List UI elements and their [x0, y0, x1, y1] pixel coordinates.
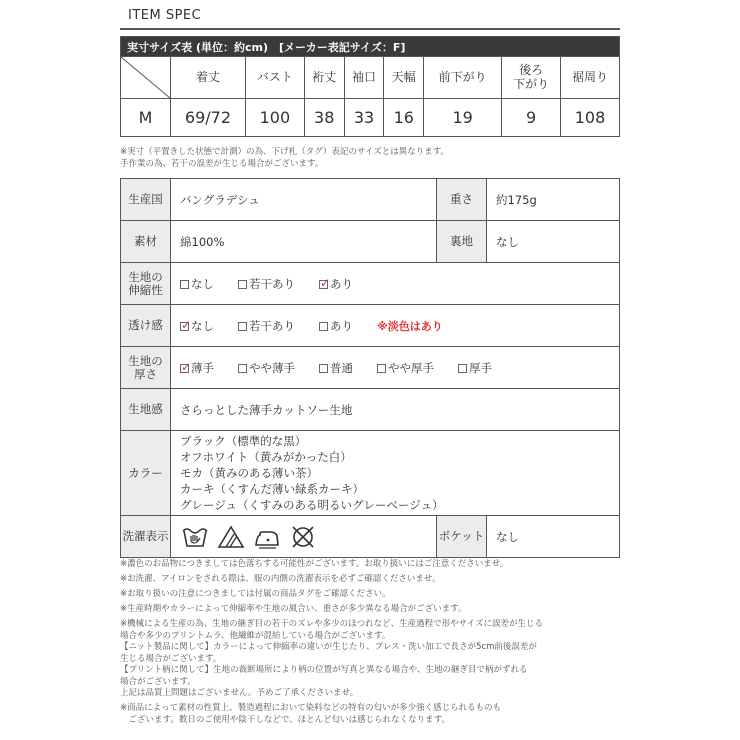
- no-dry-clean-icon: [289, 524, 317, 550]
- lining-value: なし: [487, 221, 620, 263]
- col-bust: バスト: [245, 57, 304, 99]
- thickness-option: [319, 360, 353, 376]
- col-sleeve-length: 裄丈: [304, 57, 344, 99]
- sheer-option: [238, 318, 295, 334]
- spec-row-stretch: [121, 263, 620, 305]
- stretch-option-label: 若干あり: [249, 276, 295, 291]
- checkbox-icon: [238, 364, 247, 373]
- note-line: ※濃色のお品物につきましては色落ちする可能性がございます。お取り扱いにはご注意くださいませ。: [120, 559, 509, 569]
- size-value: 100: [245, 99, 304, 137]
- thickness-option: [377, 360, 434, 376]
- texture-label: 生地感: [121, 389, 171, 431]
- col-front-drop: 前下がり: [424, 57, 502, 99]
- care-notes: [120, 559, 620, 726]
- stretch-option: [238, 276, 295, 292]
- origin-value: バングラデシュ: [171, 179, 437, 221]
- checkmark-icon: ✓: [181, 359, 192, 374]
- sheer-label: 透け感: [121, 305, 171, 347]
- size-table-corner: [121, 57, 171, 99]
- color-item: グレージュ（くすみのある明るいグレーベージュ）: [180, 498, 444, 512]
- spec-header-title: ITEM SPEC: [128, 8, 202, 23]
- checkmark-icon: ✓: [181, 317, 192, 332]
- sheer-option-label: 若干あり: [249, 318, 295, 333]
- col-length: 着丈: [171, 57, 246, 99]
- stretch-options: [171, 263, 620, 305]
- col-back-drop-line: 下がり: [513, 76, 550, 91]
- size-value: 33: [344, 99, 384, 137]
- size-value: 9: [502, 99, 561, 137]
- note-line: 【プリント柄に関して】生地の裁断場所により柄の位置が写真と異なる場合や、生地の継ぎ目で柄がずれる: [120, 665, 528, 675]
- stretch-option: [319, 276, 353, 292]
- thickness-option-label: やや薄手: [249, 360, 295, 375]
- color-item: モカ（黄みのある薄い茶）: [180, 466, 318, 480]
- spec-row-sheer: [121, 305, 620, 347]
- iron-low-icon: [253, 524, 281, 550]
- note-line: 場合がございます。: [120, 676, 196, 687]
- note-line: 上記は品質上問題はございません。予めご了承くださいませ。: [120, 688, 359, 698]
- bleach-icon: [217, 524, 245, 550]
- note-line: 場合や多少のプリントムラ、他繊維が混紡している場合がございます。: [120, 630, 391, 641]
- size-value: 16: [384, 99, 424, 137]
- size-label: M: [121, 99, 171, 137]
- note-line: ※お取り扱いの注意につきましては付属の商品タグをご確認ください。: [120, 589, 391, 599]
- stretch-label-line: 伸縮性: [128, 282, 163, 297]
- col-back-drop-line: 後ろ: [519, 62, 544, 77]
- spec-table: [120, 178, 620, 558]
- size-note-line: ※実寸（平置きした状態で計測）の為、下げ札（タグ）表記のサイズとは異なります。: [120, 147, 450, 157]
- col-back-drop: [502, 57, 561, 99]
- material-label: 素材: [121, 221, 171, 263]
- weight-label: 重さ: [437, 179, 487, 221]
- note-line: ※生産時期やカラーによって伸縮率や生地の風合い、重さが多少異なる場合がございます。: [120, 604, 467, 614]
- size-row-m: [121, 99, 620, 137]
- weight-value: 約175g: [487, 179, 620, 221]
- note-line: 生じる場合がございます。: [120, 653, 222, 664]
- checkbox-icon: [458, 364, 467, 373]
- material-value: 綿100%: [171, 221, 437, 263]
- thickness-option: [458, 360, 492, 376]
- note-line: ※お洗濯、アイロンをされる際は、服の内側の洗濯表示を必ずご確認くださいませ。: [120, 574, 441, 584]
- checkbox-icon: [180, 280, 189, 289]
- stretch-label: [121, 263, 171, 305]
- spec-row-texture: [121, 389, 620, 431]
- size-value: 38: [304, 99, 344, 137]
- stretch-option-label: あり: [330, 276, 353, 291]
- checkbox-icon: [319, 322, 328, 331]
- stretch-label-line: 生地の: [128, 269, 163, 284]
- size-value: 69/72: [171, 99, 246, 137]
- size-value: 19: [424, 99, 502, 137]
- color-item: ブラック（標準的な黒）: [180, 434, 307, 448]
- thickness-label: [121, 347, 171, 389]
- sheer-option-label: なし: [191, 318, 214, 333]
- header-underline: [120, 28, 620, 30]
- checkbox-icon: [180, 359, 192, 374]
- lining-label: 裏地: [437, 221, 487, 263]
- spec-row-origin: [121, 179, 620, 221]
- checkbox-icon: [238, 322, 247, 331]
- thickness-option: [238, 360, 295, 376]
- size-value: 108: [561, 99, 620, 137]
- spec-row-material: [121, 221, 620, 263]
- origin-label: 生産国: [121, 179, 171, 221]
- stretch-option: [180, 276, 214, 292]
- spec-row-laundry: [121, 516, 620, 558]
- pocket-label: ポケット: [437, 516, 487, 558]
- size-table: [120, 36, 620, 137]
- sheer-option: [319, 318, 353, 334]
- thickness-label-line: 生地の: [128, 353, 163, 368]
- spec-header: [120, 6, 620, 30]
- note-line: ※機械による生産の為、生地の継ぎ目の若干のズレや多少のほつれなど、生産過程で形やサイズに誤差が生じる: [120, 619, 543, 629]
- checkbox-icon: [180, 317, 192, 332]
- checkbox-icon: [238, 280, 247, 289]
- spec-row-color: [121, 431, 620, 516]
- thickness-option: [180, 360, 214, 376]
- note-line: ※商品によって素材の性質上、製造過程において染料などの特有の匂いが多少強く感じられるものも: [120, 703, 502, 713]
- thickness-option-label: 薄手: [191, 360, 214, 375]
- checkbox-icon: [377, 364, 386, 373]
- note-line: ございます。数日のご使用や陰干しなどで、ほとんど匂いは感じられなくなります。: [120, 714, 450, 725]
- sheer-note: ※淡色はあり: [377, 319, 443, 333]
- checkbox-icon: [319, 364, 328, 373]
- laundry-icons: [171, 516, 437, 558]
- note-line: 【ニット製品に関して】カラーによって伸縮率の違いが生じたり、プレス・洗い加工で長さが5cm前後誤差が: [120, 642, 537, 652]
- thickness-label-line: 厚さ: [134, 366, 157, 381]
- thickness-option-label: 厚手: [469, 360, 492, 375]
- laundry-label: 洗濯表示: [121, 516, 171, 558]
- pocket-value: なし: [487, 516, 620, 558]
- sheer-option: [180, 318, 214, 334]
- size-note-line: 手作業の為、若干の誤差が生じる場合がございます。: [120, 159, 324, 169]
- texture-value: さらっとした薄手カットソー生地: [171, 389, 620, 431]
- hand-wash-icon: [181, 524, 209, 550]
- checkmark-icon: ✓: [320, 275, 331, 290]
- thickness-options: [171, 347, 620, 389]
- thickness-option-label: やや厚手: [388, 360, 434, 375]
- stretch-option-label: なし: [191, 276, 214, 291]
- color-item: オフホワイト（黄みがかった白）: [180, 450, 352, 464]
- checkbox-icon: [319, 275, 331, 290]
- spec-row-thickness: [121, 347, 620, 389]
- size-table-caption: 実寸サイズ表 (単位：約cm) [メーカー表記サイズ：F]: [121, 37, 620, 57]
- sheer-options: [171, 305, 620, 347]
- color-label: カラー: [121, 431, 171, 516]
- col-hem: 裾周り: [561, 57, 620, 99]
- size-table-header-row: [121, 57, 620, 99]
- size-note: [120, 146, 620, 170]
- thickness-option-label: 普通: [330, 360, 353, 375]
- col-neck-width: 天幅: [384, 57, 424, 99]
- color-item: カーキ（くすんだ薄い緑系カーキ）: [180, 482, 364, 496]
- col-cuff: 袖口: [344, 57, 384, 99]
- sheer-option-label: あり: [330, 318, 353, 333]
- color-list: [171, 431, 620, 516]
